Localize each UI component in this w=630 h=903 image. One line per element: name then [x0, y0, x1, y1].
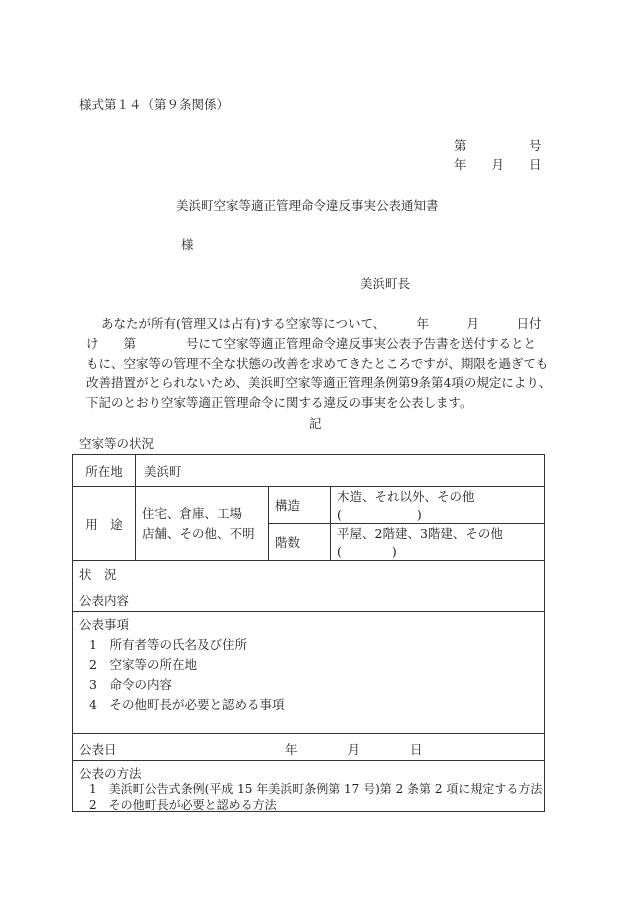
form-number: 様式第１４（第９条関係） [79, 97, 230, 112]
location-label: 所在地 [73, 455, 136, 487]
publication-item-1: 1 所有者等の氏名及び住所 [89, 637, 247, 652]
use-value-line2: 店舗、その他、不明 [142, 525, 255, 541]
publication-item-3: 3 命令の内容 [89, 677, 172, 692]
publication-method-2: 2 その他町長が必要と認める方法 [89, 798, 277, 812]
publication-method-heading: 公表の方法 [79, 766, 142, 781]
section1-heading: 空家等の状況 [79, 436, 155, 451]
publication-date-box [72, 733, 545, 761]
ki-marker: 記 [309, 416, 322, 431]
body-line-3: もに、空家等の管理不全な状態の改善を求めてきたところですが、期限を過ぎても [86, 356, 549, 371]
body-line-2: け 第 号にて空家等適正管理命令違反事実公表予告書を送付するとと [86, 336, 537, 351]
floors-value: 平屋、2階建、3階建、その他( ) [331, 524, 545, 561]
use-value [136, 487, 269, 561]
publication-date-label: 公表日 [79, 742, 117, 757]
condition-cell [73, 561, 545, 612]
publication-date-value: 年 月 日 [285, 742, 423, 757]
floors-label: 階数 [269, 524, 331, 561]
publication-items-box [72, 611, 545, 734]
body-line-5: 下記のとおり空家等適正管理命令に関する違反の事実を公表します。 [86, 395, 473, 410]
status-table [72, 454, 545, 612]
publication-items-heading: 公表事項 [79, 617, 130, 632]
publication-item-4: 4 その他町長が必要と認める事項 [89, 697, 285, 712]
condition-label: 状 況 [79, 567, 117, 582]
use-value-line1: 住宅、倉庫、工場 [142, 505, 243, 521]
sender: 美浜町長 [360, 276, 411, 291]
use-label: 用 途 [73, 487, 136, 561]
date-line: 年 月 日 [454, 157, 542, 172]
location-value: 美浜町 [136, 455, 545, 487]
publication-method-box [72, 760, 545, 812]
structure-value: 木造、それ以外、その他( ) [331, 487, 545, 524]
structure-label: 構造 [269, 487, 331, 524]
document-title: 美浜町空家等適正管理命令違反事実公表通知書 [176, 198, 439, 213]
addressee: 様 [181, 237, 194, 252]
body-line-1: あなたが所有(管理又は占有)する空家等について、 年 月 日付 [101, 316, 542, 331]
section2-heading: 公表内容 [79, 593, 130, 608]
body-line-4: 改善措置がとられないため、美浜町空家等適正管理条例第9条第4項の規定により、 [86, 375, 552, 390]
publication-method-1: 1 美浜町公告式条例(平成 15 年美浜町条例第 17 号)第 2 条第 2 項に規定する方法 [89, 782, 543, 796]
publication-item-2: 2 空家等の所在地 [89, 657, 197, 672]
document-number: 第 号 [454, 138, 542, 153]
